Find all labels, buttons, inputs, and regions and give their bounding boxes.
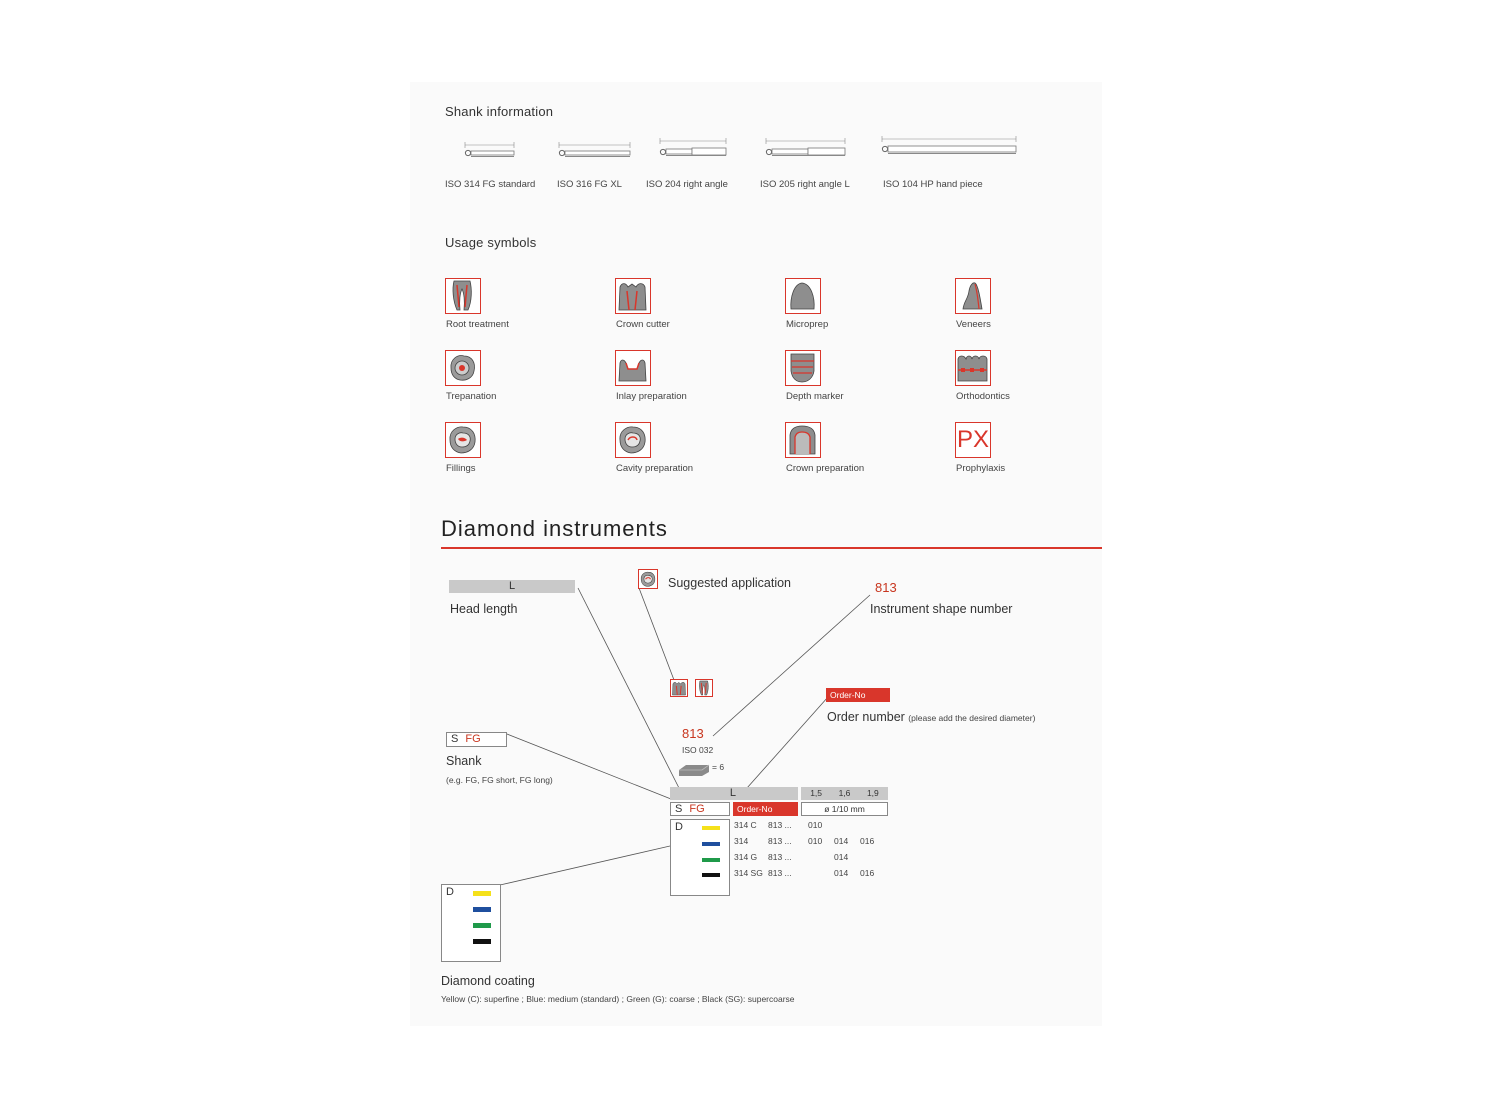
example-shape-number: 813 — [682, 726, 704, 741]
coating-legend-d: D — [446, 886, 454, 898]
shank-label-316: ISO 316 FG XL — [557, 179, 622, 190]
row-val: 010 — [808, 820, 823, 830]
table-row — [734, 836, 886, 846]
table-shank-fg: FG — [689, 803, 705, 815]
table-order-no-bar: Order-No — [733, 802, 798, 816]
table-row — [734, 852, 886, 862]
shape-number-callout: 813 — [875, 580, 897, 595]
cavity-preparation-label: Cavity preparation — [616, 463, 694, 474]
crown-cutter-label: Crown cutter — [616, 319, 670, 330]
trepanation-label: Trepanation — [446, 391, 497, 402]
row-shape: 813 ... — [768, 836, 792, 846]
table-coating-box — [670, 819, 730, 896]
row-val: 016 — [860, 868, 875, 878]
veneers-label: Veneers — [956, 319, 991, 330]
depth-marker-label: Depth marker — [786, 391, 844, 402]
shape-number-label: Instrument shape number — [870, 602, 1013, 616]
connector-lines — [410, 82, 1102, 1026]
row-shape: 813 ... — [768, 868, 792, 878]
head-length-bar: L — [449, 580, 575, 593]
diameter-2: 1,6 — [838, 788, 851, 798]
black-stripe — [473, 939, 491, 944]
shank-label-205: ISO 205 right angle L — [760, 179, 850, 190]
diameter-1: 1,5 — [810, 788, 823, 798]
table-shank-box — [670, 802, 730, 816]
crown-preparation-label: Crown preparation — [786, 463, 865, 474]
fillings-label: Fillings — [446, 463, 476, 474]
yellow-stripe — [702, 826, 720, 830]
diamond-title: Diamond instruments — [441, 516, 668, 541]
prophylaxis-label: Prophylaxis — [956, 463, 1006, 474]
orthodontics-label: Orthodontics — [956, 391, 1010, 402]
table-L-bar: L — [670, 787, 798, 800]
yellow-stripe — [473, 891, 491, 896]
inlay-preparation-label: Inlay preparation — [616, 391, 687, 402]
shank-info-title: Shank information — [445, 104, 554, 119]
row-val: 014 — [834, 852, 849, 862]
example-crown-cutter-icon — [670, 679, 688, 697]
table-row — [734, 868, 886, 878]
row-val: 010 — [808, 836, 823, 846]
coating-label: Diamond coating — [441, 974, 535, 988]
prophylaxis-glyph: PX — [956, 426, 989, 453]
row-shape: 813 ... — [768, 820, 792, 830]
blue-stripe — [702, 842, 720, 846]
table-shank-s: S — [675, 803, 683, 815]
table-coating-d: D — [675, 821, 683, 833]
order-number-note: (please add the desired diameter) — [908, 713, 1036, 723]
catalog-page — [410, 82, 1102, 1026]
row-code: 314 — [734, 836, 749, 846]
suggested-application-icon — [638, 569, 658, 589]
shank-label-104: ISO 104 HP hand piece — [883, 179, 983, 190]
shank-label: Shank — [446, 754, 482, 768]
microprep-label: Microprep — [786, 319, 829, 330]
row-val: 014 — [834, 868, 849, 878]
shank-note: (e.g. FG, FG short, FG long) — [446, 775, 553, 785]
green-stripe — [473, 923, 491, 928]
diameter-header — [801, 787, 888, 800]
row-code: 314 C — [734, 820, 757, 830]
pack-icon — [678, 763, 710, 777]
example-root-treatment-icon — [695, 679, 713, 697]
order-number-label-group — [827, 710, 1035, 724]
shank-label-314: ISO 314 FG standard — [445, 179, 536, 190]
shank-box — [446, 732, 507, 747]
table-row — [734, 820, 886, 830]
order-no-bar: Order-No — [826, 688, 890, 702]
coating-legend-box — [441, 884, 501, 962]
suggested-application-label: Suggested application — [668, 576, 792, 590]
shank-fg: FG — [465, 733, 481, 745]
shank-label-204: ISO 204 right angle — [646, 179, 728, 190]
green-stripe — [702, 858, 720, 862]
black-stripe — [702, 873, 720, 877]
row-shape: 813 ... — [768, 852, 792, 862]
shank-s: S — [451, 733, 459, 745]
diameter-unit: ø 1/10 mm — [801, 802, 888, 816]
usage-title: Usage symbols — [445, 235, 537, 250]
coating-note: Yellow (C): superfine ; Blue: medium (standard) ; Green (G): coarse ; Black (SG): supercoarse — [441, 994, 795, 1004]
example-iso: ISO 032 — [682, 745, 714, 755]
root-treatment-label: Root treatment — [446, 319, 509, 330]
row-code: 314 G — [734, 852, 758, 862]
row-val: 016 — [860, 836, 875, 846]
row-code: 314 SG — [734, 868, 763, 878]
blue-stripe — [473, 907, 491, 912]
order-number-label: Order number — [827, 710, 905, 724]
row-val: 014 — [834, 836, 849, 846]
diameter-3: 1,9 — [866, 788, 879, 798]
head-length-label: Head length — [450, 602, 518, 616]
pack-quantity: = 6 — [712, 762, 725, 772]
